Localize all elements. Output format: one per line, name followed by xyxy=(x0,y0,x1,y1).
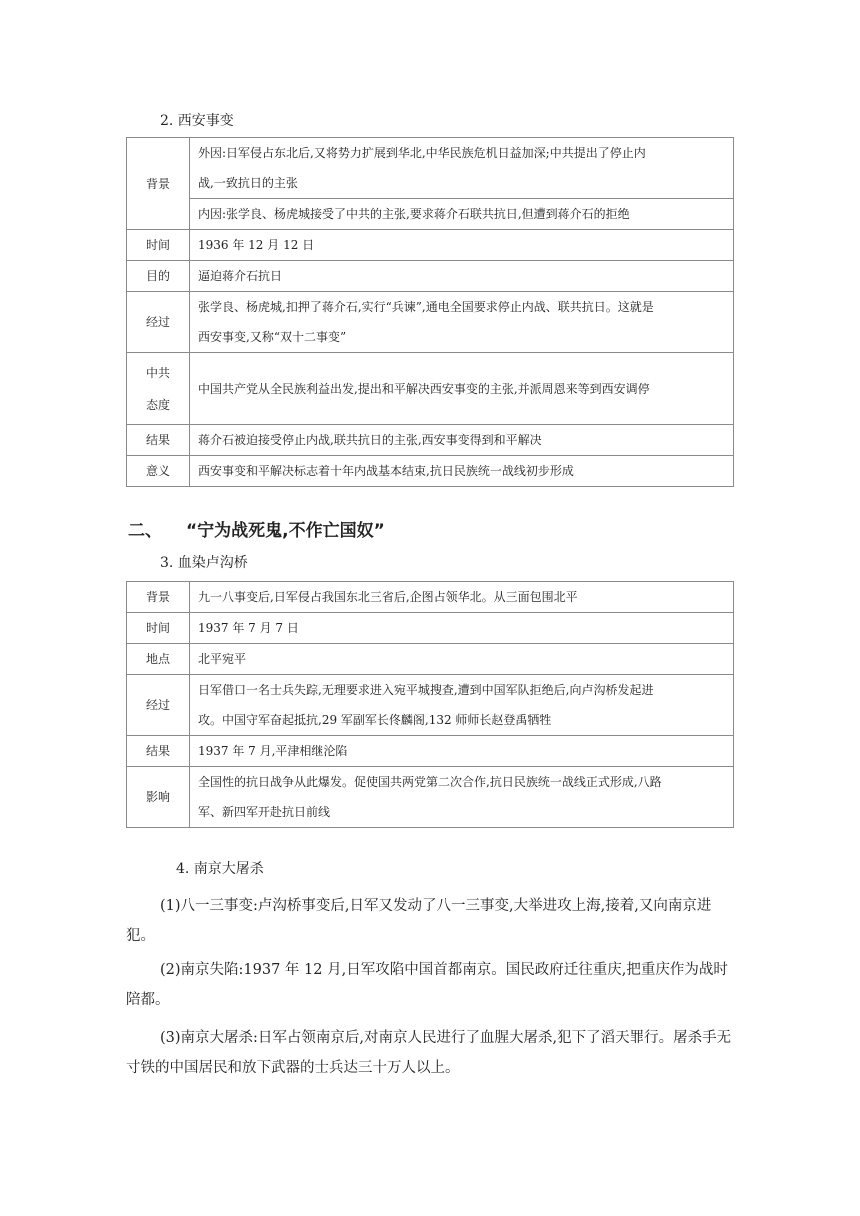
paragraph-nanjing-fall: (2)南京失陷:1937 年 12 月,日军攻陷中国首都南京。国民政府迁往重庆,把重庆作为战时陪都。 xyxy=(126,962,728,1008)
row-label: 时间 xyxy=(127,230,190,261)
table-row xyxy=(127,767,734,828)
row-content xyxy=(190,199,734,230)
row-content-line: 西安事变,又称“双十二事变” xyxy=(198,330,347,344)
row-label: 经过 xyxy=(127,675,190,736)
row-content xyxy=(190,675,734,736)
row-content-line: 张学良、杨虎城,扣押了蒋介石,实行“兵谏”,通电全国要求停止内战、联共抗日。这就是 xyxy=(198,300,654,314)
lugou-bridge-table xyxy=(126,581,734,828)
section-title-xian-incident: 2. 西安事变 xyxy=(160,113,234,129)
xian-incident-table xyxy=(126,137,734,487)
row-content-line: 逼迫蒋介石抗日 xyxy=(198,269,283,283)
paragraph-813-incident: (1)八一三事变:卢沟桥事变后,日军又发动了八一三事变,大举进攻上海,接着,又向南京进犯。 xyxy=(126,898,712,944)
row-content-line: 攻。中国守军奋起抵抗,29 军副军长佟麟阁,132 师师长赵登禹牺牲 xyxy=(198,713,552,727)
row-content xyxy=(190,644,734,675)
row-content-line: 战,一致抗日的主张 xyxy=(198,176,298,190)
row-label: 意义 xyxy=(127,456,190,487)
row-content xyxy=(190,230,734,261)
row-content-line: 蒋介石被迫接受停止内战,联共抗日的主张,西安事变得到和平解决 xyxy=(198,433,542,447)
table-row xyxy=(127,425,734,456)
table-row xyxy=(127,675,734,736)
row-content-line: 1937 年 7 月,平津相继沦陷 xyxy=(198,744,348,758)
chapter-heading-number: 二、 xyxy=(128,521,162,541)
row-label xyxy=(127,353,190,425)
row-content xyxy=(190,613,734,644)
row-label: 时间 xyxy=(127,613,190,644)
row-content-line: 北平宛平 xyxy=(198,652,247,666)
table-row xyxy=(127,736,734,767)
row-label: 结果 xyxy=(127,736,190,767)
table-row xyxy=(127,199,734,230)
table-row xyxy=(127,353,734,425)
row-label: 背景 xyxy=(127,138,190,230)
row-label: 目的 xyxy=(127,261,190,292)
row-content-line: 内因:张学良、杨虎城接受了中共的主张,要求蒋介石联共抗日,但遭到蒋介石的拒绝 xyxy=(198,207,630,221)
row-content xyxy=(190,456,734,487)
table-row xyxy=(127,138,734,199)
row-content-line: 外因:日军侵占东北后,又将势力扩展到华北,中华民族危机日益加深;中共提出了停止内 xyxy=(198,146,646,160)
section-title-nanjing-massacre: 4. 南京大屠杀 xyxy=(176,861,264,877)
row-label-line: 中共 xyxy=(145,365,170,380)
row-label: 影响 xyxy=(127,767,190,828)
row-content xyxy=(190,292,734,353)
row-label: 背景 xyxy=(127,582,190,613)
row-content xyxy=(190,582,734,613)
row-label-line: 态度 xyxy=(145,397,170,412)
row-content-line: 西安事变和平解决标志着十年内战基本结束,抗日民族统一战线初步形成 xyxy=(198,464,574,478)
row-content xyxy=(190,767,734,828)
row-content-line: 全国性的抗日战争从此爆发。促使国共两党第二次合作,抗日民族统一战线正式形成,八路 xyxy=(198,775,662,789)
paragraph-nanjing-massacre: (3)南京大屠杀:日军占领南京后,对南京人民进行了血腥大屠杀,犯下了滔天罪行。屠杀手无寸铁的中国居民和放下武器的士兵达三十万人以上。 xyxy=(126,1030,732,1076)
section-title-lugou-bridge: 3. 血染卢沟桥 xyxy=(160,555,248,571)
row-content xyxy=(190,425,734,456)
chapter-heading-text: “宁为战死鬼,不作亡国奴” xyxy=(186,521,385,541)
row-content-line: 中国共产党从全民族利益出发,提出和平解决西安事变的主张,并派周恩来等到西安调停 xyxy=(198,381,650,396)
row-content xyxy=(190,138,734,199)
row-content-line: 1936 年 12 月 12 日 xyxy=(198,238,315,252)
row-label: 结果 xyxy=(127,425,190,456)
table-row xyxy=(127,292,734,353)
table-row xyxy=(127,644,734,675)
row-content xyxy=(190,736,734,767)
table-row xyxy=(127,261,734,292)
table-row xyxy=(127,230,734,261)
row-content-line: 九一八事变后,日军侵占我国东北三省后,企图占领华北。从三面包围北平 xyxy=(198,590,578,604)
row-content xyxy=(190,261,734,292)
row-content xyxy=(190,353,734,425)
row-content-line: 军、新四军开赴抗日前线 xyxy=(198,805,331,819)
chapter-heading xyxy=(128,519,385,543)
row-content-line: 1937 年 7 月 7 日 xyxy=(198,621,299,635)
table-row xyxy=(127,582,734,613)
row-content-line: 日军借口一名士兵失踪,无理要求进入宛平城搜查,遭到中国军队拒绝后,向卢沟桥发起进 xyxy=(198,683,654,697)
table-row xyxy=(127,456,734,487)
table-row xyxy=(127,613,734,644)
row-label: 地点 xyxy=(127,644,190,675)
row-label: 经过 xyxy=(127,292,190,353)
